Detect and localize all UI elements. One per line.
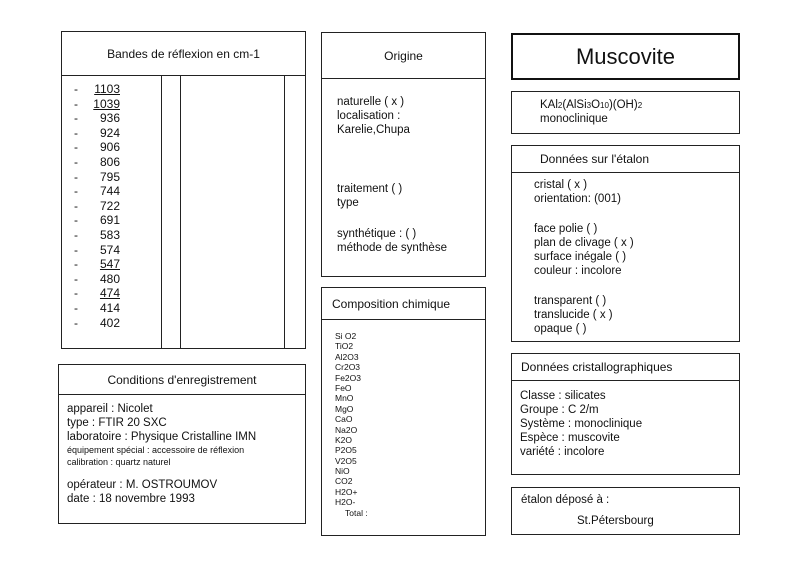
composition-item: CaO bbox=[335, 414, 353, 425]
composition-item: Fe2O3 bbox=[335, 372, 361, 383]
composition-item: Cr2O3 bbox=[335, 362, 361, 373]
cristal: cristal ( x ) bbox=[534, 179, 588, 191]
origine-header bbox=[322, 33, 485, 79]
band-value: 924 bbox=[99, 125, 120, 140]
depot-box bbox=[511, 487, 740, 535]
composition-item: MgO bbox=[335, 403, 354, 414]
date: date : 18 novembre 1993 bbox=[67, 493, 195, 505]
bands-column-divider bbox=[180, 76, 181, 348]
depot-label: étalon déposé à : bbox=[521, 494, 610, 506]
band-row bbox=[74, 184, 120, 199]
composition-item: FeO bbox=[335, 382, 352, 393]
bands-box bbox=[61, 31, 306, 349]
band-value: 1103 bbox=[94, 82, 120, 96]
origine-body bbox=[337, 95, 410, 137]
formula-box bbox=[511, 91, 740, 134]
band-dash: - bbox=[74, 286, 78, 301]
cristallo-body bbox=[520, 389, 642, 459]
cristallo-title: Données cristallographiques bbox=[521, 360, 673, 374]
band-dash: - bbox=[74, 257, 78, 272]
composition-list bbox=[335, 331, 368, 518]
band-dash: - bbox=[74, 198, 78, 213]
band-row bbox=[74, 140, 120, 155]
band-row bbox=[74, 82, 120, 97]
bands-table bbox=[62, 76, 305, 348]
bands-column-divider bbox=[161, 76, 162, 348]
methode: méthode de synthèse bbox=[337, 242, 447, 254]
band-row bbox=[74, 272, 120, 287]
band-row bbox=[74, 228, 120, 243]
band-value: 722 bbox=[99, 198, 120, 213]
band-dash: - bbox=[74, 140, 78, 155]
band-value: 906 bbox=[99, 140, 120, 155]
synthetique: synthétique : ( ) bbox=[337, 228, 417, 240]
origine-box bbox=[321, 32, 486, 277]
band-dash: - bbox=[74, 82, 78, 96]
bands-header bbox=[62, 32, 305, 76]
espece: Espèce : muscovite bbox=[520, 432, 620, 444]
variete: variété : incolore bbox=[520, 446, 605, 458]
etalon-title: Données sur l'étalon bbox=[540, 152, 650, 166]
type: type : FTIR 20 SXC bbox=[67, 417, 167, 429]
band-value: 691 bbox=[99, 213, 120, 228]
appareil: appareil : Nicolet bbox=[67, 403, 153, 415]
composition-item: NiO bbox=[335, 466, 350, 477]
band-row bbox=[74, 316, 120, 331]
band-dash: - bbox=[74, 111, 78, 126]
face-polie: face polie ( ) bbox=[534, 223, 598, 235]
composition-box bbox=[321, 287, 486, 536]
traitement-body bbox=[337, 182, 402, 210]
calibration: calibration : quartz naturel bbox=[67, 457, 171, 467]
band-dash: - bbox=[74, 154, 78, 169]
band-row bbox=[74, 126, 120, 141]
conditions-box bbox=[58, 364, 306, 524]
formula-part: KAl bbox=[540, 99, 558, 111]
formula-sub: 2 bbox=[637, 101, 643, 110]
band-dash: - bbox=[74, 169, 78, 184]
composition-item: Si O2 bbox=[335, 331, 357, 341]
formula bbox=[540, 98, 642, 112]
operateur: opérateur : M. OSTROUMOV bbox=[67, 479, 218, 491]
composition-item: K2O bbox=[335, 434, 353, 445]
band-row bbox=[74, 243, 120, 258]
groupe: Groupe : C 2/m bbox=[520, 404, 599, 416]
composition-item: Na2O bbox=[335, 424, 358, 435]
composition-total: Total : bbox=[345, 507, 368, 518]
composition-item: H2O- bbox=[335, 497, 356, 508]
band-value: 574 bbox=[99, 242, 120, 257]
etalon-header bbox=[512, 146, 739, 173]
conditions-header bbox=[59, 365, 305, 395]
band-row bbox=[74, 111, 120, 126]
synthese-body bbox=[337, 227, 447, 255]
composition-item: Al2O3 bbox=[335, 351, 359, 362]
conditions-title: Conditions d'enregistrement bbox=[107, 372, 257, 387]
classe: Classe : silicates bbox=[520, 390, 606, 402]
band-row bbox=[74, 257, 120, 272]
band-dash: - bbox=[74, 227, 78, 242]
band-value: 414 bbox=[99, 300, 120, 315]
band-value: 1039 bbox=[93, 96, 120, 111]
band-value: 806 bbox=[99, 154, 120, 169]
band-dash: - bbox=[74, 315, 78, 330]
cristallo-box bbox=[511, 353, 740, 475]
localisation: localisation : bbox=[337, 110, 401, 122]
band-row bbox=[74, 170, 120, 185]
systeme: Système : monoclinique bbox=[520, 418, 643, 430]
band-dash: - bbox=[74, 96, 78, 111]
etalon-box bbox=[511, 145, 740, 342]
composition-item: CO2 bbox=[335, 476, 353, 487]
naturelle: naturelle ( x ) bbox=[337, 96, 405, 108]
band-value: 744 bbox=[99, 184, 120, 199]
band-dash: - bbox=[74, 271, 78, 286]
formula-sub: 3 bbox=[586, 101, 592, 110]
lieu: Karelie,Chupa bbox=[337, 124, 410, 136]
bands-title: Bandes de réflexion en cm-1 bbox=[107, 46, 260, 61]
depot-lieu: St.Pétersbourg bbox=[577, 515, 654, 527]
formula-body bbox=[540, 98, 642, 126]
composition-item: TiO2 bbox=[335, 341, 354, 352]
composition-item: P2O5 bbox=[335, 445, 357, 456]
origine-title: Origine bbox=[384, 48, 423, 63]
mineral-name: Muscovite bbox=[575, 43, 676, 69]
crystal-system: monoclinique bbox=[540, 113, 608, 125]
band-value: 795 bbox=[99, 169, 120, 184]
spacer bbox=[67, 468, 256, 478]
band-dash: - bbox=[74, 242, 78, 257]
conditions-body bbox=[67, 402, 256, 506]
bands-column-divider bbox=[284, 76, 285, 348]
band-value: 547 bbox=[99, 257, 120, 272]
traitement-type: type bbox=[337, 197, 359, 209]
cristallo-header bbox=[512, 354, 739, 381]
translucide: translucide ( x ) bbox=[534, 309, 613, 321]
formula-sub: 2 bbox=[557, 101, 563, 110]
composition-header bbox=[322, 288, 485, 320]
band-list bbox=[74, 82, 120, 330]
orientation: orientation: (001) bbox=[534, 193, 621, 205]
opaque: opaque ( ) bbox=[534, 323, 587, 335]
composition-item: H2O+ bbox=[335, 486, 358, 497]
laboratoire: laboratoire : Physique Cristalline IMN bbox=[67, 431, 257, 443]
band-dash: - bbox=[74, 300, 78, 315]
band-value: 402 bbox=[99, 315, 120, 330]
band-row bbox=[74, 213, 120, 228]
plan-clivage: plan de clivage ( x ) bbox=[534, 237, 634, 249]
composition-title: Composition chimique bbox=[332, 296, 451, 311]
band-dash: - bbox=[74, 184, 78, 199]
band-value: 480 bbox=[99, 271, 120, 286]
formula-part: O bbox=[591, 99, 601, 111]
composition-item: MnO bbox=[335, 393, 354, 404]
equipement: équipement spécial : accessoire de réflexion bbox=[67, 445, 245, 455]
formula-part: )(OH) bbox=[608, 99, 638, 111]
band-value: 583 bbox=[99, 227, 120, 242]
band-row bbox=[74, 199, 120, 214]
band-row bbox=[74, 97, 120, 112]
band-dash: - bbox=[74, 125, 78, 140]
composition-item: V2O5 bbox=[335, 455, 357, 466]
spacer bbox=[534, 278, 634, 294]
traitement: traitement ( ) bbox=[337, 183, 403, 195]
spacer bbox=[534, 206, 634, 222]
surface-inegale: surface inégale ( ) bbox=[534, 251, 627, 263]
transparent: transparent ( ) bbox=[534, 295, 607, 307]
band-value: 474 bbox=[99, 286, 120, 301]
mineral-name-box bbox=[511, 33, 740, 80]
band-value: 936 bbox=[99, 111, 120, 126]
band-row bbox=[74, 301, 120, 316]
band-row bbox=[74, 286, 120, 301]
formula-sub: 10 bbox=[600, 101, 609, 110]
couleur: couleur : incolore bbox=[534, 265, 622, 277]
formula-part: (AlSi bbox=[562, 99, 587, 111]
band-row bbox=[74, 155, 120, 170]
band-dash: - bbox=[74, 213, 78, 228]
etalon-body bbox=[534, 178, 634, 336]
